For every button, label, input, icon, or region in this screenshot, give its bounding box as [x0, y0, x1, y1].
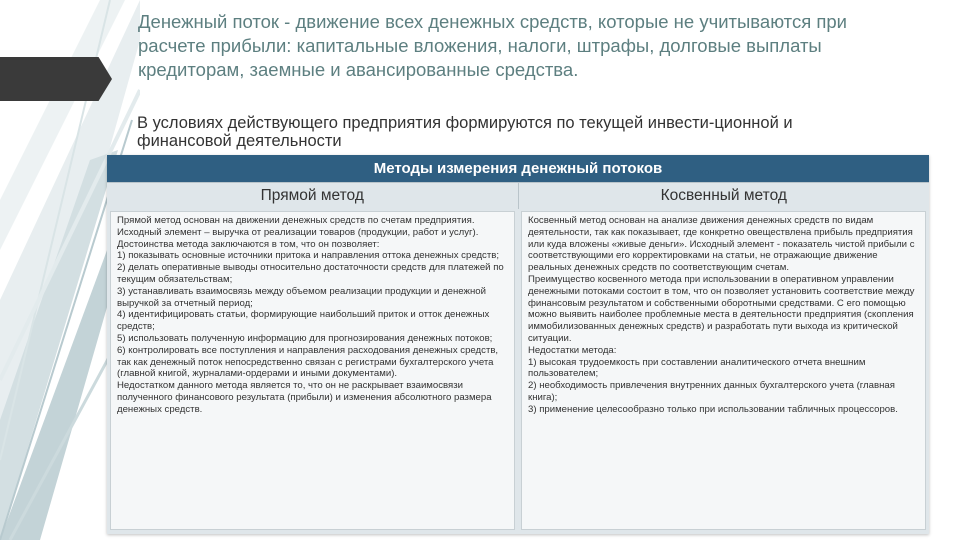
operating-conditions-text: В условиях действующего предприятия формируются по текущей инвести-ционной и финансовой деятельности	[137, 114, 793, 150]
indirect-method-description: Косвенный метод основан на анализе движения денежных средств по видам деятельности, так как показывает, где конкретно овеществлена прибыль предприятия или куда вложены «живые деньги». Исходный элемент - показатель чистой прибыли с соответствующими его корректировками на статьи, не отражающие движение реальных денежных средств по соответствующим счетам. Преимущество косвенного метода при использовании в оперативном управлении денежными потоками состоит в том, что он позволяет установить соответствие между финансовым результатом и собственными оборотными средствами. С его помощью можно выявить наиболее проблемные места в деятельности предприятия (скопления иммобилизованных денежных средств) и разработать пути выхода из критической ситуации. Недостатки метода: 1) высокая трудоемкость при составлении аналитического отчета внешним пользователем; 2) необходимость привлечения внутренних данных бухгалтерского учета (главная книга); 3) применение целесообразно только при использовании табличных процессоров.	[521, 211, 926, 530]
indirect-method-title: Косвенный метод	[518, 183, 930, 209]
cash-flow-definition: Денежный поток - движение всех денежных средств, которые не учитываются при расчете прибыли: капитальные вложения, налоги, штрафы, долговые выплаты кредиторам, заемные и авансированные средства.	[138, 11, 847, 80]
title-arrow-shape	[0, 57, 112, 101]
table-body	[107, 209, 929, 534]
table-header: Методы измерения денежный потоков	[107, 155, 929, 182]
table-column-titles	[107, 182, 929, 209]
direct-method-title: Прямой метод	[260, 187, 364, 204]
methods-table	[107, 155, 929, 534]
direct-method-description: Прямой метод основан на движении денежных средств по счетам предприятия. Исходный элемент – выручка от реализации товаров (продукции, работ и услуг). Достоинства метода заключаются в том, что он позволяет: 1) показывать основные источники притока и направления оттока денежных средств; 2) делать оперативные выводы относительно достаточности средств для платежей по текущим обязательствам; 3) устанавливать взаимосвязь между объемом реализации продукции и денежной выручкой за отчетный период; 4) идентифицировать статьи, формирующие наибольший приток и отток денежных средств; 5) использовать полученную информацию для прогнозирования денежных потоков; 6) контролировать все поступления и направления расходования денежных средств, так как денежный поток непосредственно связан с регистрами бухгалтерского учета (главной книгой, журналами-ордерами и иными документами). Недостатком данного метода является то, что он не раскрывает взаимосвязи полученного финансового результата (прибыли) и изменения абсолютного размера денежных средств.	[110, 211, 515, 530]
